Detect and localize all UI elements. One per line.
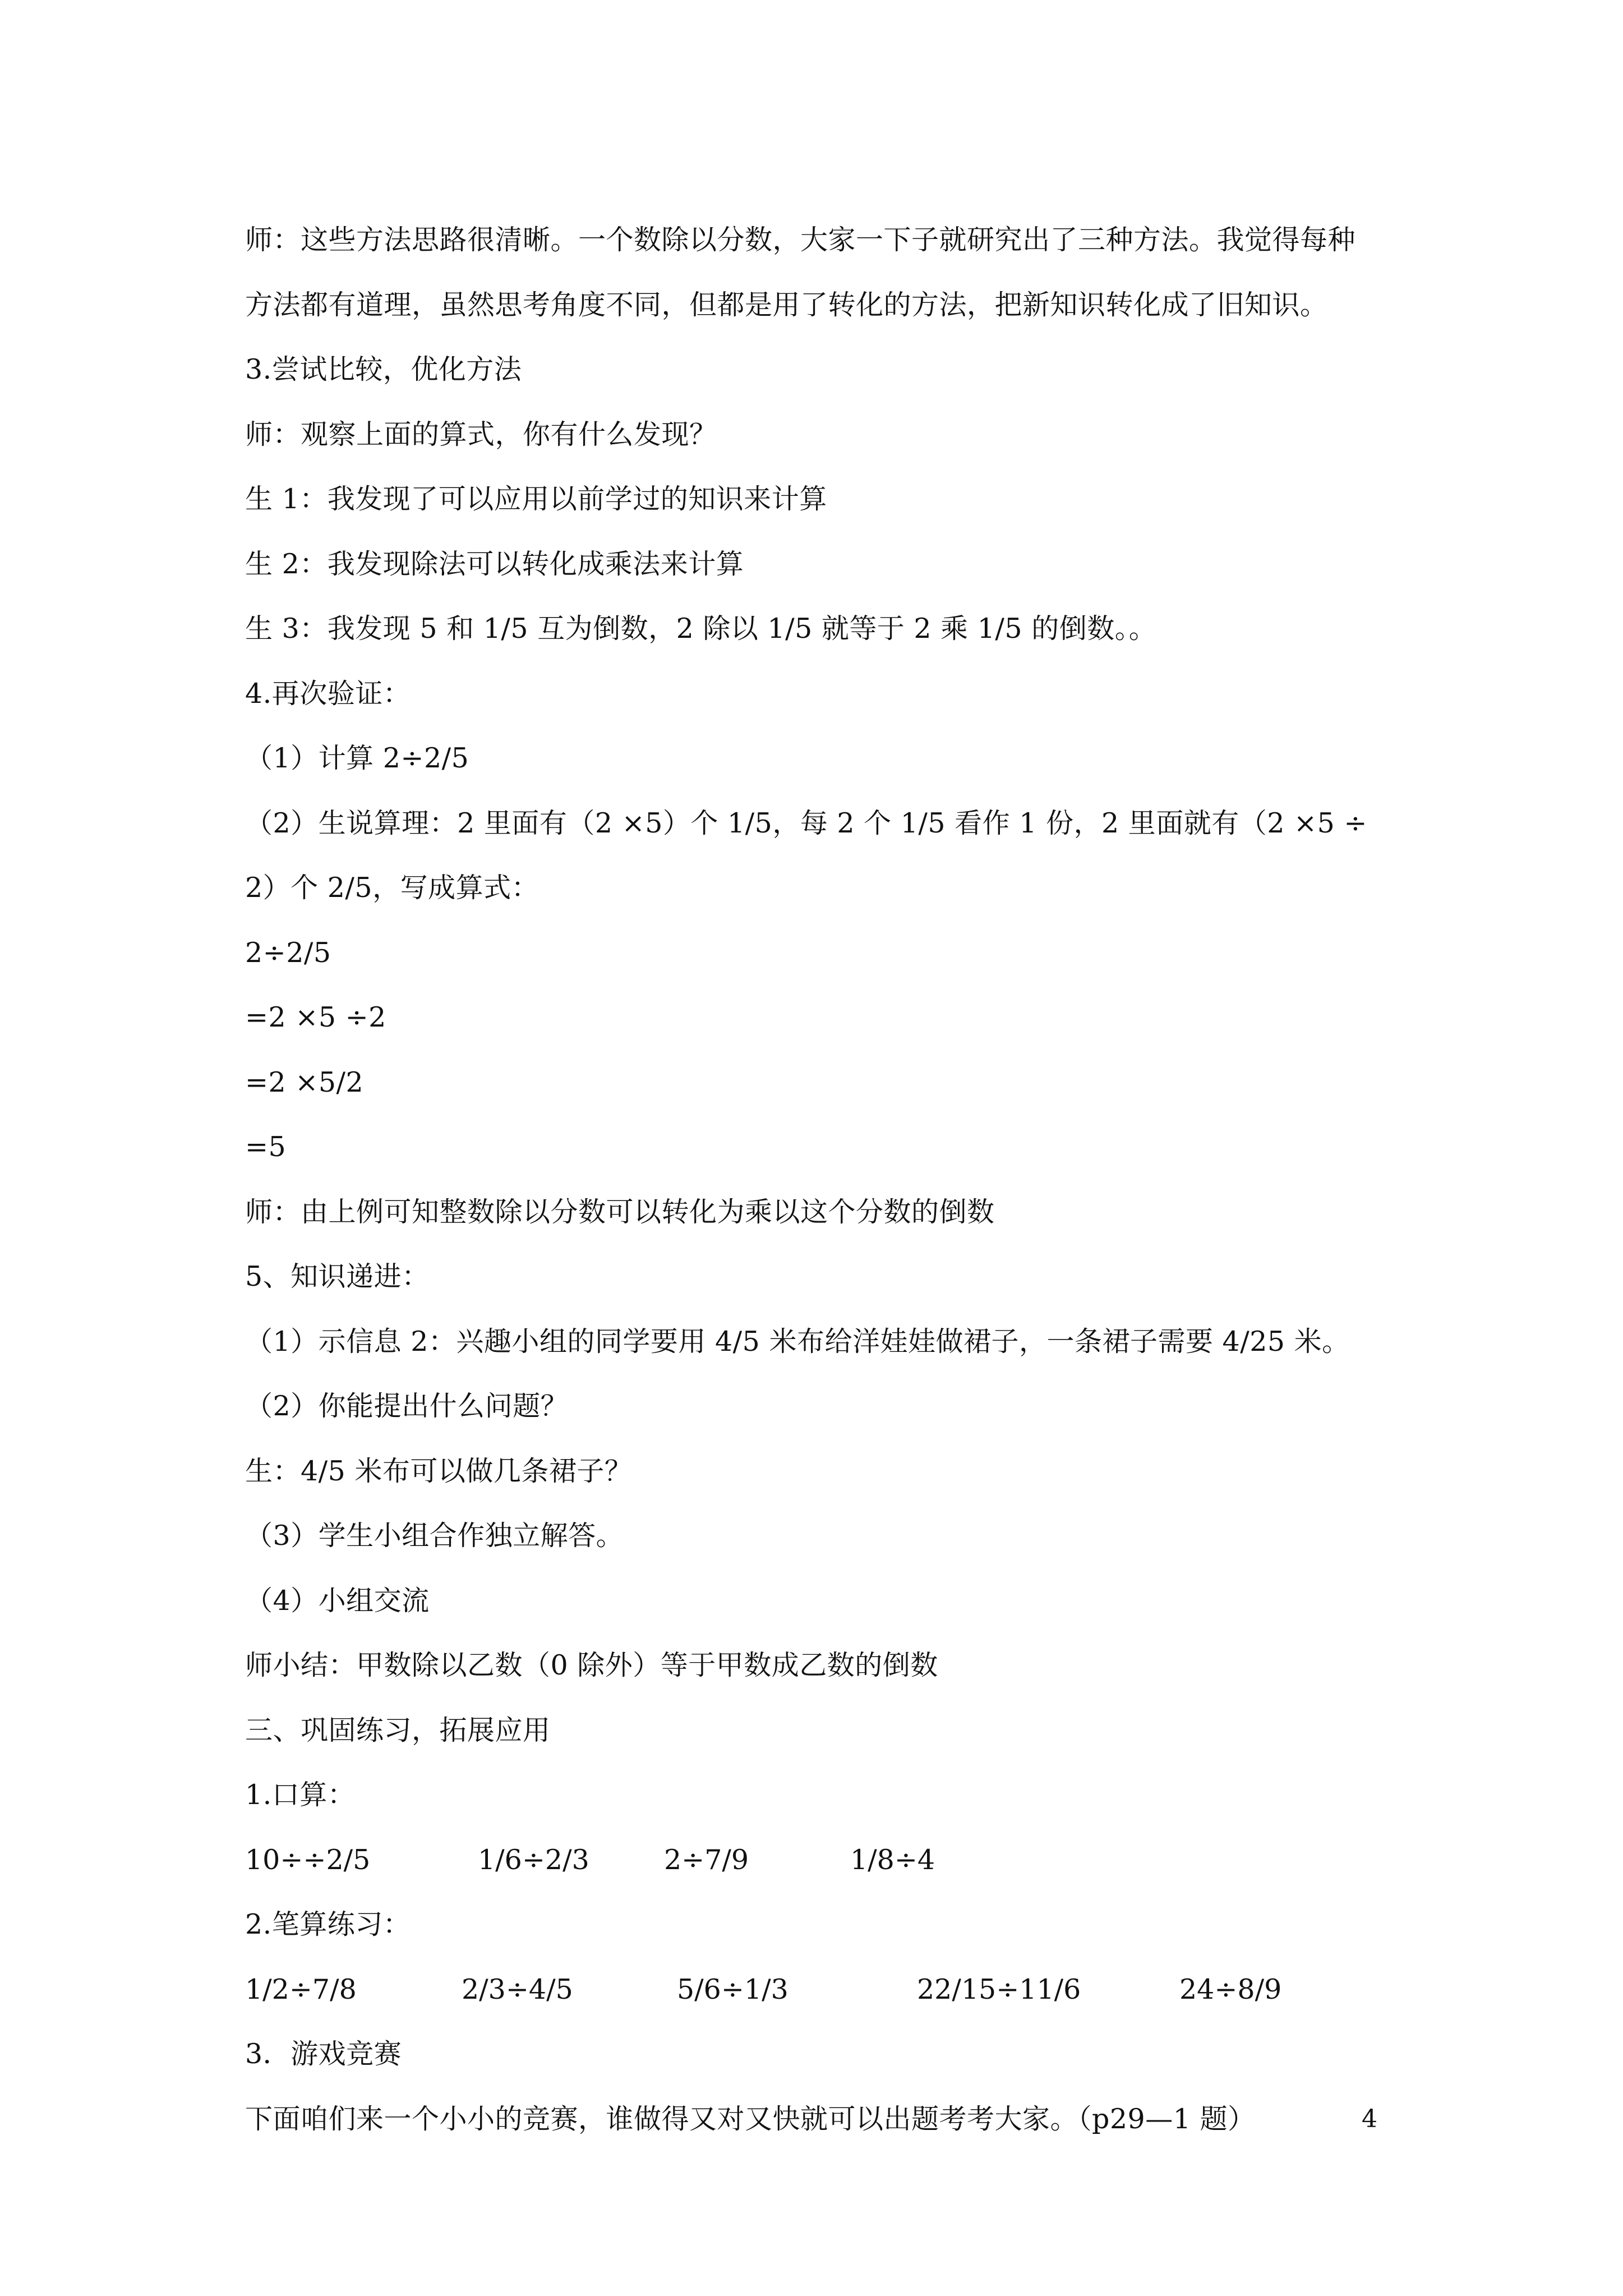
section-heading: 4.再次验证： xyxy=(245,677,411,710)
text-line: （4）小组交流 xyxy=(245,1584,430,1617)
exercise-item: 1/6÷2/3 xyxy=(478,1843,589,1876)
exercise-item: 5/6÷1/3 xyxy=(677,1973,789,2005)
page-number: 4 xyxy=(1362,2105,1377,2133)
text-line: 师小结：甲数除以乙数（0 除外）等于甲数成乙数的倒数 xyxy=(245,1649,938,1681)
section-heading: 3．游戏竞赛 xyxy=(245,2038,402,2070)
text-line: 生 1：我发现了可以应用以前学过的知识来计算 xyxy=(245,483,827,515)
text-line: （1）示信息 2：兴趣小组的同学要用 4/5 米布给洋娃娃做裙子，一条裙子需要 4/25 米。 xyxy=(245,1325,1350,1358)
text-line: （3）学生小组合作独立解答。 xyxy=(245,1520,624,1552)
exercise-item: 2/3÷4/5 xyxy=(462,1973,573,2005)
text-line: （2）你能提出什么问题？ xyxy=(245,1390,569,1422)
page-body xyxy=(245,208,1389,2151)
exercise-item: 1/2÷7/8 xyxy=(245,1973,357,2005)
section-heading: 1.口算： xyxy=(245,1779,356,1811)
text-line: 下面咱们来一个小小的竞赛，谁做得又对又快就可以出题考考大家。（p29—1 题） xyxy=(245,2102,1256,2135)
exercise-item: 10÷÷2/5 xyxy=(245,1843,371,1876)
text-line: 生：4/5 米布可以做几条裙子？ xyxy=(245,1455,633,1487)
section-heading: 2.笔算练习： xyxy=(245,1908,411,1940)
exercise-item: 24÷8/9 xyxy=(1179,1973,1282,2005)
exercise-item: 22/15÷11/6 xyxy=(917,1973,1081,2005)
text-line: 师：由上例可知整数除以分数可以转化为乘以这个分数的倒数 xyxy=(245,1195,995,1228)
section-heading: 5、知识递进： xyxy=(245,1260,430,1292)
equation-line: =2 ×5/2 xyxy=(245,1066,364,1098)
text-line: （2）生说算理：2 里面有（2 ×5）个 1/5，每 2 个 1/5 看作 1 份，2 里面就有（2 ×5 ÷ xyxy=(245,807,1367,839)
text-line: 生 3：我发现 5 和 1/5 互为倒数，2 除以 1/5 就等于 2 乘 1/5 的倒数。。 xyxy=(245,613,1157,645)
text-line: 师：这些方法思路很清晰。一个数除以分数，大家一下子就研究出了三种方法。我觉得每种 xyxy=(245,224,1356,256)
text-line: 方法都有道理，虽然思考角度不同，但都是用了转化的方法，把新知识转化成了旧知识。 xyxy=(245,288,1328,321)
oral-exercise-row xyxy=(245,1828,1389,1893)
equation-line: =2 ×5 ÷2 xyxy=(245,1001,386,1033)
written-exercise-row xyxy=(245,1957,1389,2022)
equation-line: 2÷2/5 xyxy=(245,936,331,969)
section-heading: 3.尝试比较，优化方法 xyxy=(245,353,522,385)
text-line: 2）个 2/5，写成算式： xyxy=(245,872,540,904)
section-heading: 三、巩固练习，拓展应用 xyxy=(245,1714,551,1746)
text-line: （1）计算 2÷2/5 xyxy=(245,742,469,774)
equation-line: =5 xyxy=(245,1131,287,1163)
exercise-item: 2÷7/9 xyxy=(664,1843,749,1876)
text-line: 师：观察上面的算式，你有什么发现？ xyxy=(245,418,717,450)
text-line: 生 2：我发现除法可以转化成乘法来计算 xyxy=(245,547,744,580)
exercise-item: 1/8÷4 xyxy=(850,1843,935,1876)
